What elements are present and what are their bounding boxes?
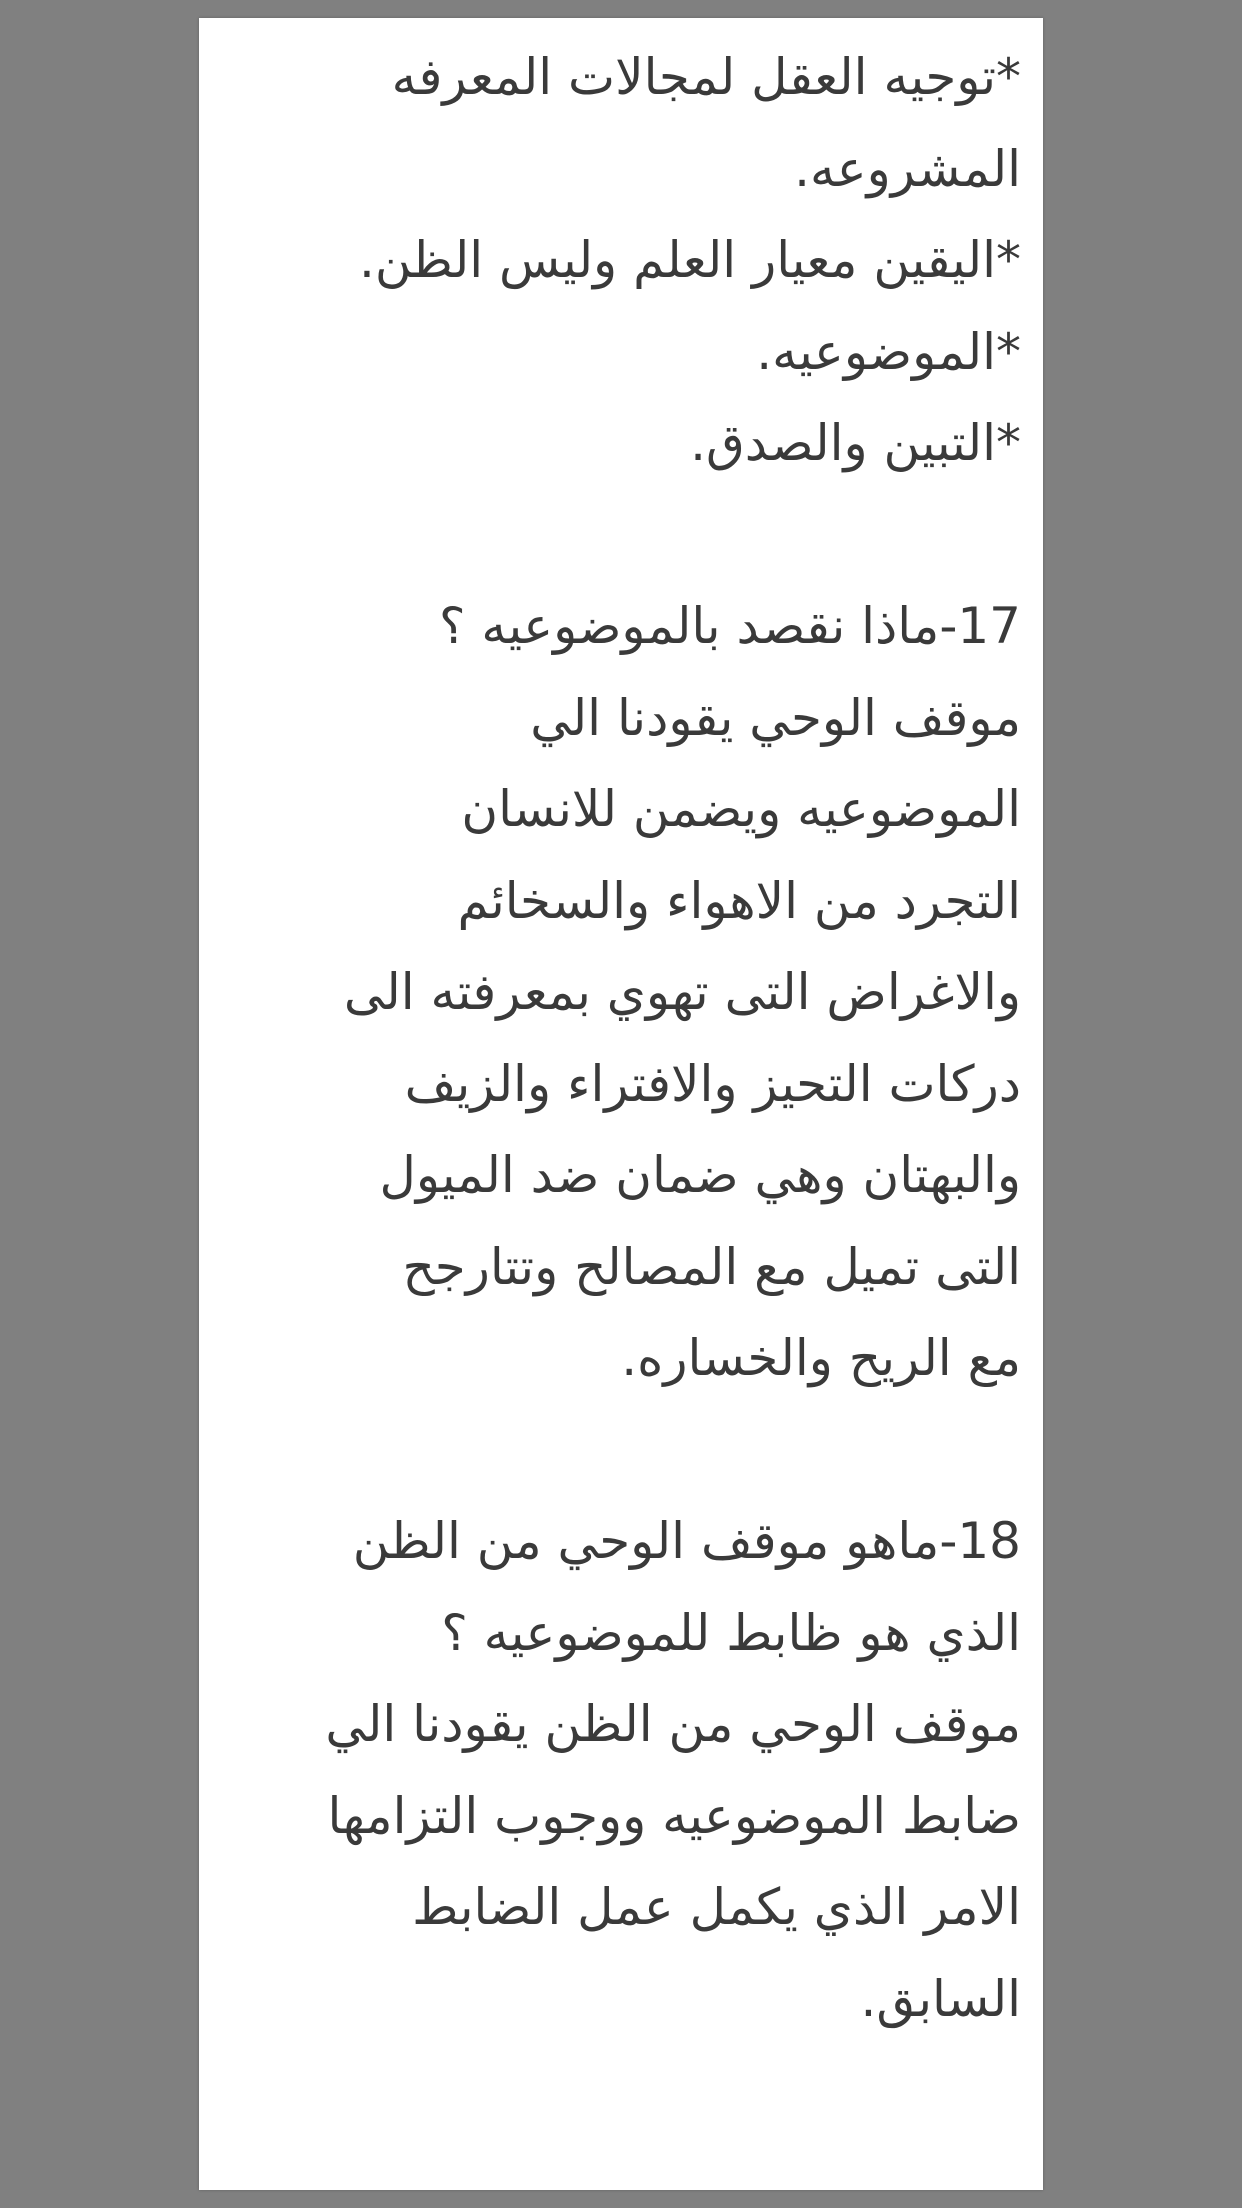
text-line: التجرد من الاهواء والسخائم xyxy=(457,871,1021,930)
text-line: *التبين والصدق. xyxy=(690,414,1021,472)
text-line: *توجيه العقل لمجالات المعرفه xyxy=(391,48,1021,106)
document-page xyxy=(199,18,1043,2190)
text-line: *اليقين معيار العلم وليس الظن. xyxy=(359,231,1021,289)
text-line: المشروعه. xyxy=(794,139,1021,198)
text-line: والبهتان وهي ضمان ضد الميول xyxy=(379,1146,1021,1204)
blank-line xyxy=(217,1405,1021,1497)
text-line: مع الريح والخساره. xyxy=(621,1329,1021,1387)
text-line: *الموضوعيه. xyxy=(756,322,1021,381)
text-line: موقف الوحي من الظن يقودنا الي xyxy=(325,1695,1021,1753)
document-text xyxy=(217,32,1021,2045)
text-line: الموضوعيه ويضمن للانسان xyxy=(461,780,1021,838)
question-17-heading: 17-ماذا نقصد بالموضوعيه ؟ xyxy=(438,597,1021,655)
blank-line xyxy=(217,490,1021,582)
text-line: الذي هو ظابط للموضوعيه ؟ xyxy=(441,1603,1021,1662)
question-18-heading: 18-ماهو موقف الوحي من الظن xyxy=(352,1512,1021,1570)
text-line: الامر الذي يكمل عمل الضابط xyxy=(412,1878,1021,1936)
text-line: والاغراض التى تهوي بمعرفته الى xyxy=(343,963,1021,1021)
text-line: دركات التحيز والافتراء والزيف xyxy=(404,1054,1021,1113)
text-line: التى تميل مع المصالح وتتارجح xyxy=(402,1237,1021,1296)
text-line: السابق. xyxy=(860,1969,1021,2028)
text-line: موقف الوحي يقودنا الي xyxy=(530,688,1021,747)
text-line: ضابط الموضوعيه ووجوب التزامها xyxy=(327,1786,1021,1845)
